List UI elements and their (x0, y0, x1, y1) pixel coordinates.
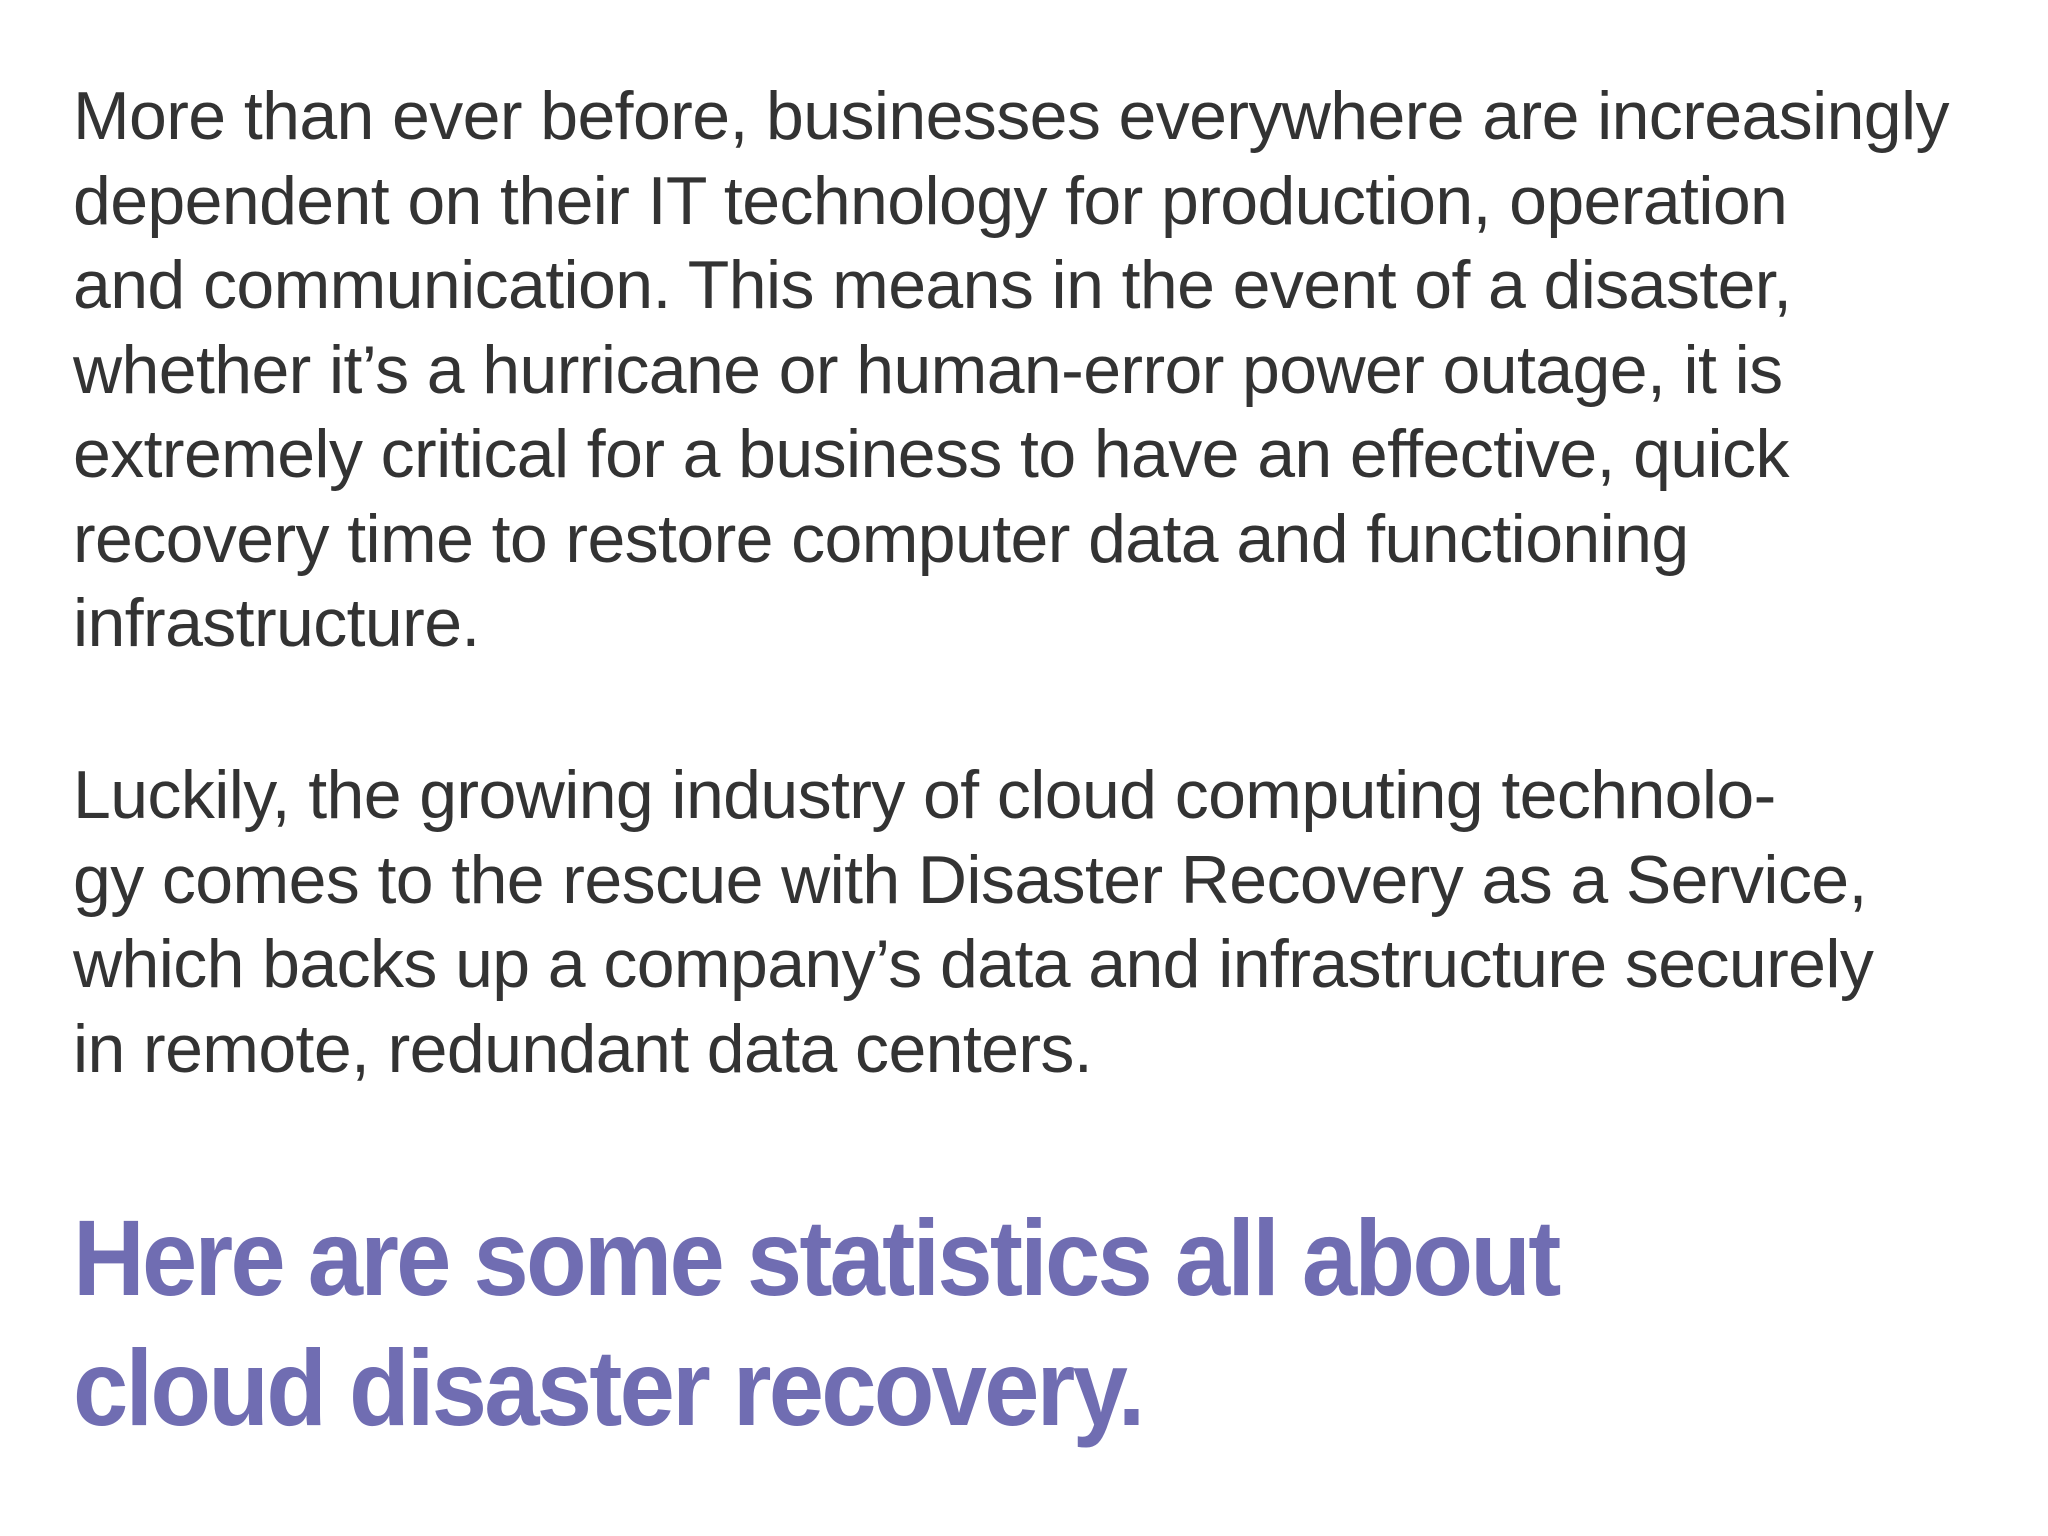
text-line: More than ever before, businesses everywhere are increasingly (73, 78, 1949, 154)
text-line: which backs up a company’s data and infrastructure securely (73, 926, 1874, 1002)
text-line: and communication. This means in the event of a disaster, (73, 247, 1792, 323)
text-line: whether it’s a hurricane or human-error power outage, it is (73, 331, 1783, 408)
statistics-headline (73, 1193, 1559, 1453)
headline-line: Here are some statistics all about (73, 1197, 1559, 1318)
text-line: in remote, redundant data centers. (73, 1010, 1093, 1087)
text-line: dependent on their IT technology for production, operation (73, 162, 1788, 239)
text-line: extremely critical for a business to have an effective, quick (73, 416, 1789, 492)
headline-line: cloud disaster recovery. (73, 1327, 1143, 1448)
text-line: infrastructure. (73, 585, 480, 661)
text-line: recovery time to restore computer data and functioning (73, 500, 1689, 577)
intro-paragraph-2 (73, 753, 2013, 1091)
text-line: Luckily, the growing industry of cloud computing technolo- (73, 757, 1776, 833)
text-line: gy comes to the rescue with Disaster Recovery as a Service, (73, 841, 1867, 918)
intro-paragraph-1 (73, 74, 2013, 666)
